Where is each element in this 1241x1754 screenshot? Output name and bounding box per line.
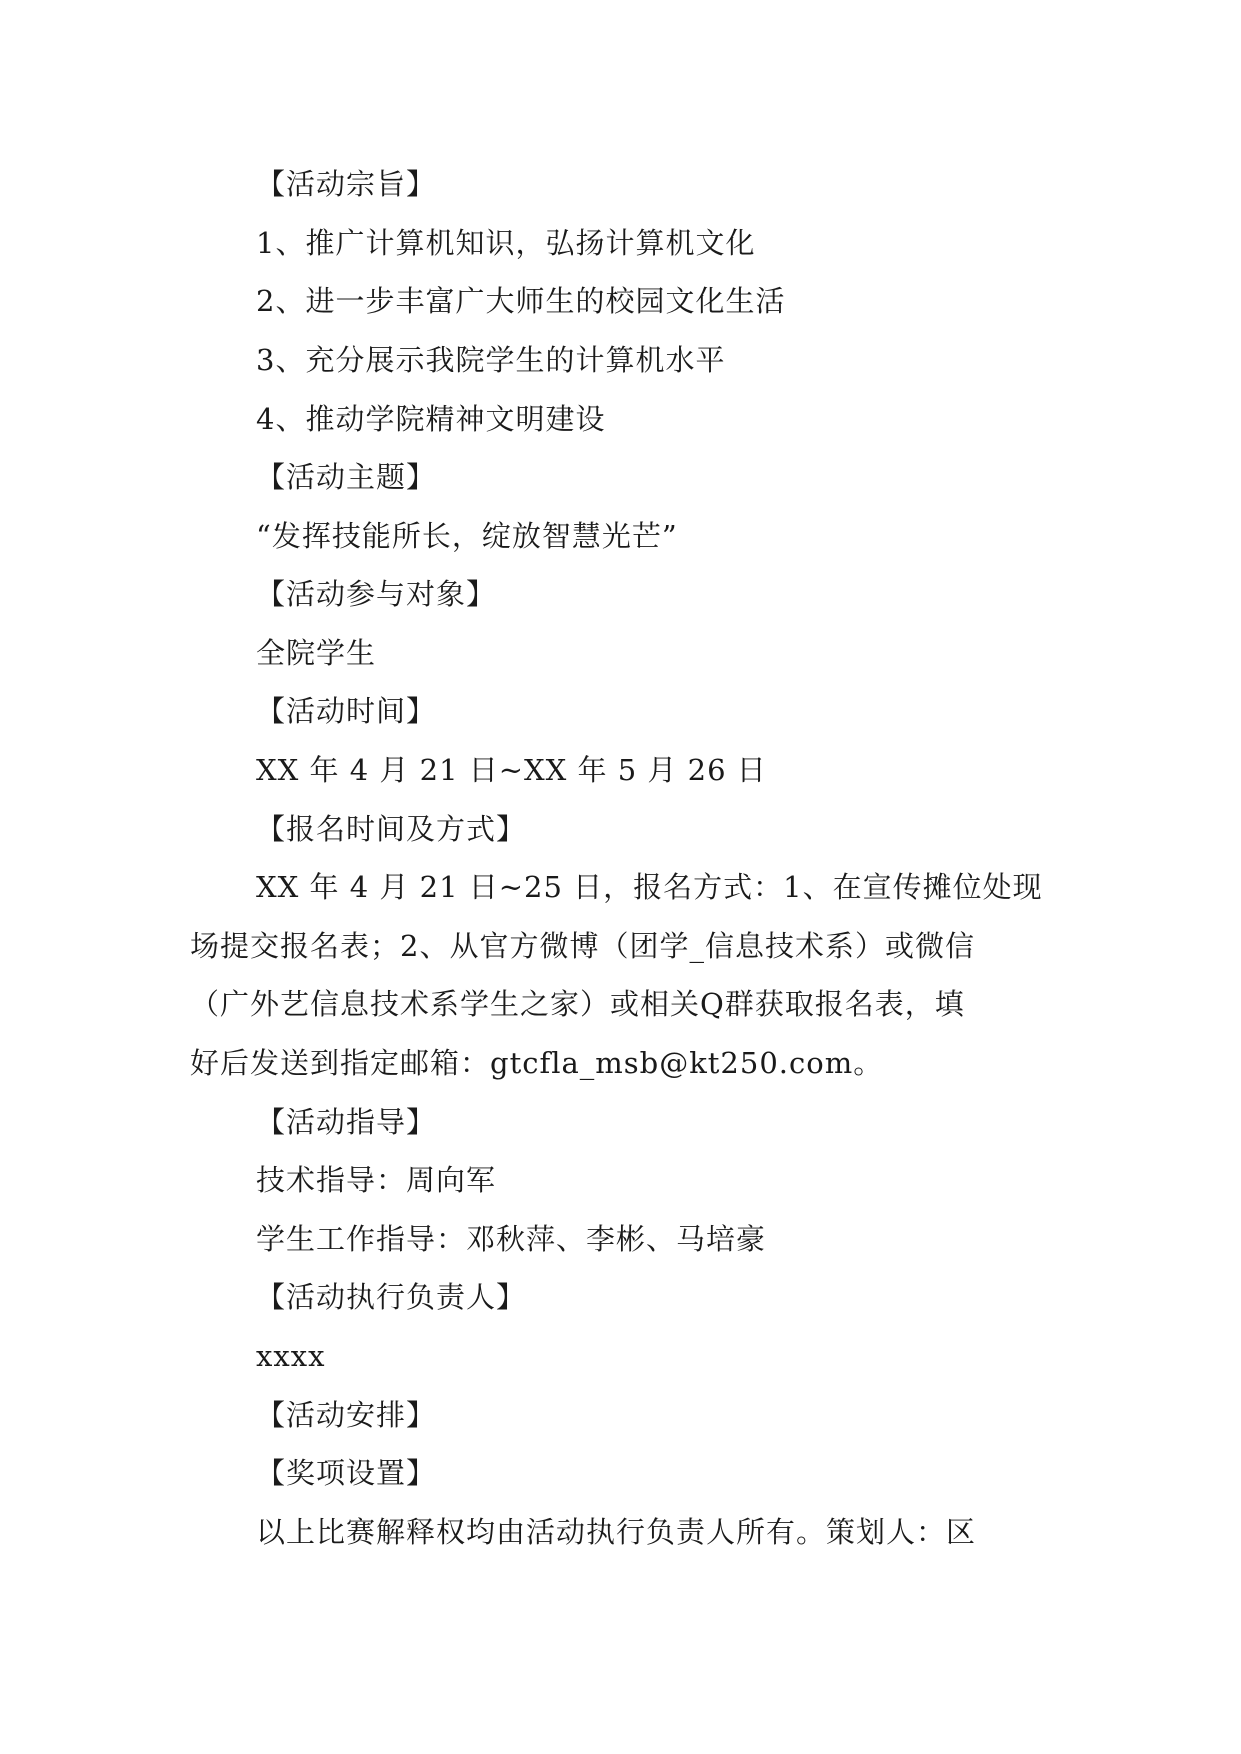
paragraph-line: 以上比赛解释权均由活动执行负责人所有。策划人：区: [256, 1515, 977, 1549]
paragraph-line: 学生工作指导：邓秋萍、李彬、马培豪: [256, 1222, 767, 1256]
paragraph-line: 3、充分展示我院学生的计算机水平: [256, 343, 726, 377]
section-heading-awards: 【奖项设置】: [256, 1456, 437, 1490]
paragraph-line: 1、推广计算机知识，弘扬计算机文化: [256, 226, 756, 260]
section-heading-executive: 【活动执行负责人】: [256, 1280, 527, 1314]
section-heading-guidance: 【活动指导】: [256, 1105, 437, 1139]
paragraph-line: XX 年 4 月 21 日~XX 年 5 月 26 日: [256, 753, 767, 787]
paragraph-line: xxxx: [256, 1339, 326, 1373]
paragraph-line: “发挥技能所长，绽放智慧光芒”: [256, 519, 678, 553]
paragraph-line: （广外艺信息技术系学生之家）或相关Q群获取报名表，填: [190, 987, 965, 1021]
paragraph-line: 2、进一步丰富广大师生的校园文化生活: [256, 284, 786, 318]
section-heading-arrangement: 【活动安排】: [256, 1398, 437, 1432]
paragraph-line: 全院学生: [256, 636, 377, 670]
section-heading-time: 【活动时间】: [256, 694, 437, 728]
section-heading-registration: 【报名时间及方式】: [256, 812, 527, 846]
section-heading-participants: 【活动参与对象】: [256, 577, 497, 611]
paragraph-line: XX 年 4 月 21 日~25 日，报名方式：1、在宣传摊位处现: [256, 870, 1043, 904]
paragraph-line: 好后发送到指定邮箱：gtcfla_msb@kt250.com。: [190, 1046, 884, 1080]
section-heading-purpose: 【活动宗旨】: [256, 167, 437, 201]
paragraph-line: 4、推动学院精神文明建设: [256, 402, 606, 436]
section-heading-theme: 【活动主题】: [256, 460, 437, 494]
paragraph-line: 场提交报名表；2、从官方微博（团学_信息技术系）或微信: [190, 929, 975, 963]
paragraph-line: 技术指导：周向军: [256, 1163, 497, 1197]
